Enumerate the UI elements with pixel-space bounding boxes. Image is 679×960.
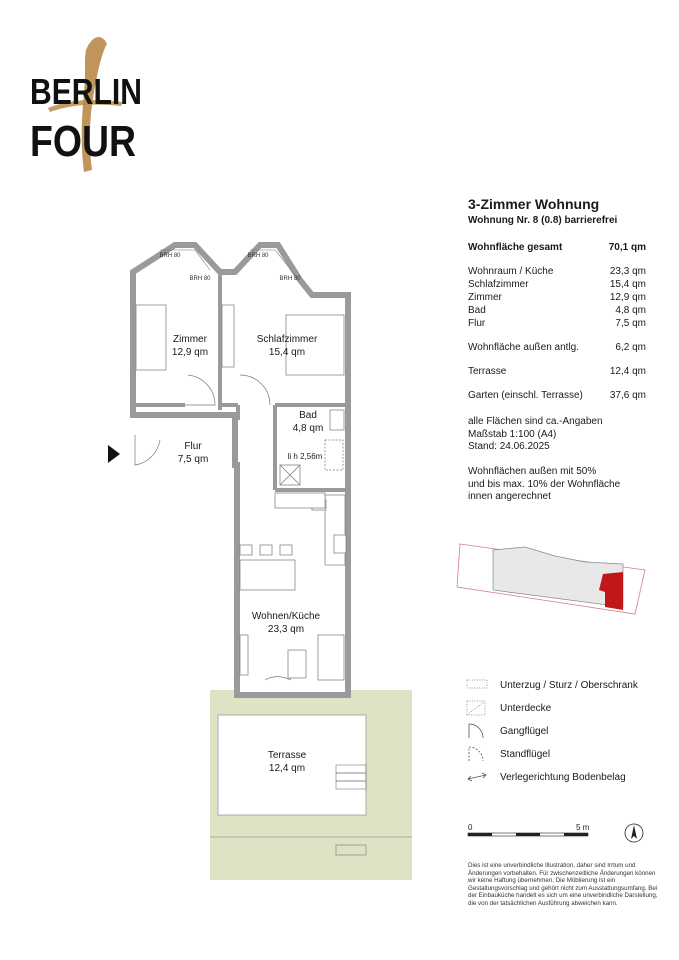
label-terrasse: Terrasse (267, 750, 307, 761)
room-value: 4,8 qm (615, 305, 646, 316)
room-label: Flur (468, 318, 486, 329)
room-value: 12,9 qm (609, 292, 646, 303)
room-value: 15,4 qm (609, 279, 646, 290)
dotted-box-icon (466, 700, 488, 716)
bed-zimmer (136, 305, 166, 370)
area-zimmer: 12,9 qm (171, 347, 209, 358)
dotted-line-icon (466, 677, 488, 693)
apartment-subtitle: Wohnung Nr. 8 (0.8) barrierefrei (468, 215, 618, 226)
scale-bar (466, 822, 656, 852)
window-tag-1: BRH 80 (159, 253, 181, 259)
room-label: Bad (468, 305, 486, 316)
note-line: Stand: 24.06.2025 (468, 441, 550, 452)
legend-item (466, 746, 550, 762)
outdoor-area-label: Wohnfläche außen antlg. (468, 342, 580, 353)
notes-block (468, 416, 648, 454)
area-wohnen: 23,3 qm (267, 624, 305, 635)
label-schlafzimmer: Schlafzimmer (256, 334, 318, 345)
total-area-label: Wohnfläche gesamt (468, 242, 563, 253)
door-swing-icon (466, 723, 488, 739)
room-label: Schlafzimmer (468, 279, 529, 290)
room-row (468, 305, 646, 316)
bad-height: li h 2,56m (287, 452, 323, 461)
window-tag-4: BRH 80 (279, 276, 301, 282)
dashed-door-swing-icon (466, 746, 488, 762)
label-bad: Bad (299, 410, 317, 421)
legend-label: Unterdecke (500, 702, 552, 714)
room-row (468, 266, 646, 277)
footnote-line: innen angerechnet (468, 491, 551, 502)
outdoor-area-row (468, 342, 646, 353)
apartment-title: 3-Zimmer Wohnung (468, 196, 600, 212)
legend-label: Unterzug / Sturz / Oberschrank (500, 679, 638, 691)
berlin-four-logo (28, 30, 148, 175)
room-label: Zimmer (468, 292, 502, 303)
legend-item (466, 677, 638, 693)
footnote-block (468, 466, 648, 504)
footnote-line: Wohnflächen außen mit 50% (468, 466, 597, 477)
area-flur: 7,5 qm (177, 454, 209, 465)
wardrobe (222, 305, 234, 367)
terrace-area-row (468, 366, 646, 377)
total-area-value: 70,1 qm (608, 242, 646, 253)
entrance-arrow-icon (108, 445, 120, 463)
garden-area-value: 37,6 qm (609, 390, 646, 401)
area-schlafzimmer: 15,4 qm (268, 347, 306, 358)
garden-area-label: Garten (einschl. Terrasse) (468, 390, 583, 401)
legend-label: Verlegerichtung Bodenbelag (500, 771, 626, 783)
room-row (468, 279, 646, 290)
scale-end: 5 m (576, 823, 590, 832)
legend-item (466, 769, 626, 785)
room-row (468, 318, 646, 329)
window-tag-2: BRH 80 (189, 276, 211, 282)
outdoor-area-value: 6,2 qm (615, 342, 646, 353)
label-flur: Flur (184, 441, 202, 452)
north-arrow-icon (625, 824, 643, 842)
terrace-area-value: 12,4 qm (609, 366, 646, 377)
room-value: 7,5 qm (615, 318, 646, 329)
label-zimmer: Zimmer (173, 334, 207, 345)
total-area-row (468, 242, 646, 253)
room-value: 23,3 qm (609, 266, 646, 277)
legend-item (466, 723, 548, 739)
double-arrow-icon (466, 769, 488, 785)
legend-label: Standflügel (500, 748, 551, 760)
note-line: Maßstab 1:100 (A4) (468, 428, 557, 440)
note-line: alle Flächen sind ca.-Angaben (468, 416, 603, 427)
window-tag-3: BRH 80 (247, 253, 269, 259)
logo-line1: BERLIN (30, 71, 142, 112)
area-terrasse: 12,4 qm (268, 763, 306, 774)
area-bad: 4,8 qm (292, 423, 324, 434)
site-plan (455, 532, 655, 617)
room-label: Wohnraum / Küche (468, 266, 554, 277)
disclaimer: Dies ist eine unverbindliche Illustration, daher sind Irrtum und Änderungen vorbehalten. Für zwischenzeitliche Änderungen können wir keine Haftung übernehmen. Die Möblierung ist ein Gestaltungsvorschlag und gehört nicht zum Ausstattungsumfang. Bei der Einbauküche handelt es sich um eine unverbindliche Darstellung, die von der tatsächlichen Ausführung abweichen kann. (468, 862, 658, 907)
legend-item (466, 700, 551, 716)
floor-plan (100, 225, 430, 905)
footnote-line: und bis max. 10% der Wohnfläche (468, 478, 621, 490)
garden-area-row (468, 390, 646, 401)
legend-label: Gangflügel (500, 725, 549, 737)
logo-line2: FOUR (30, 117, 136, 166)
scale-start: 0 (468, 823, 473, 832)
bed-schlafzimmer (286, 315, 344, 375)
terrace-area-label: Terrasse (468, 366, 507, 377)
room-row (468, 292, 646, 303)
label-wohnen: Wohnen/Küche (251, 611, 321, 622)
dining-table (240, 545, 295, 590)
